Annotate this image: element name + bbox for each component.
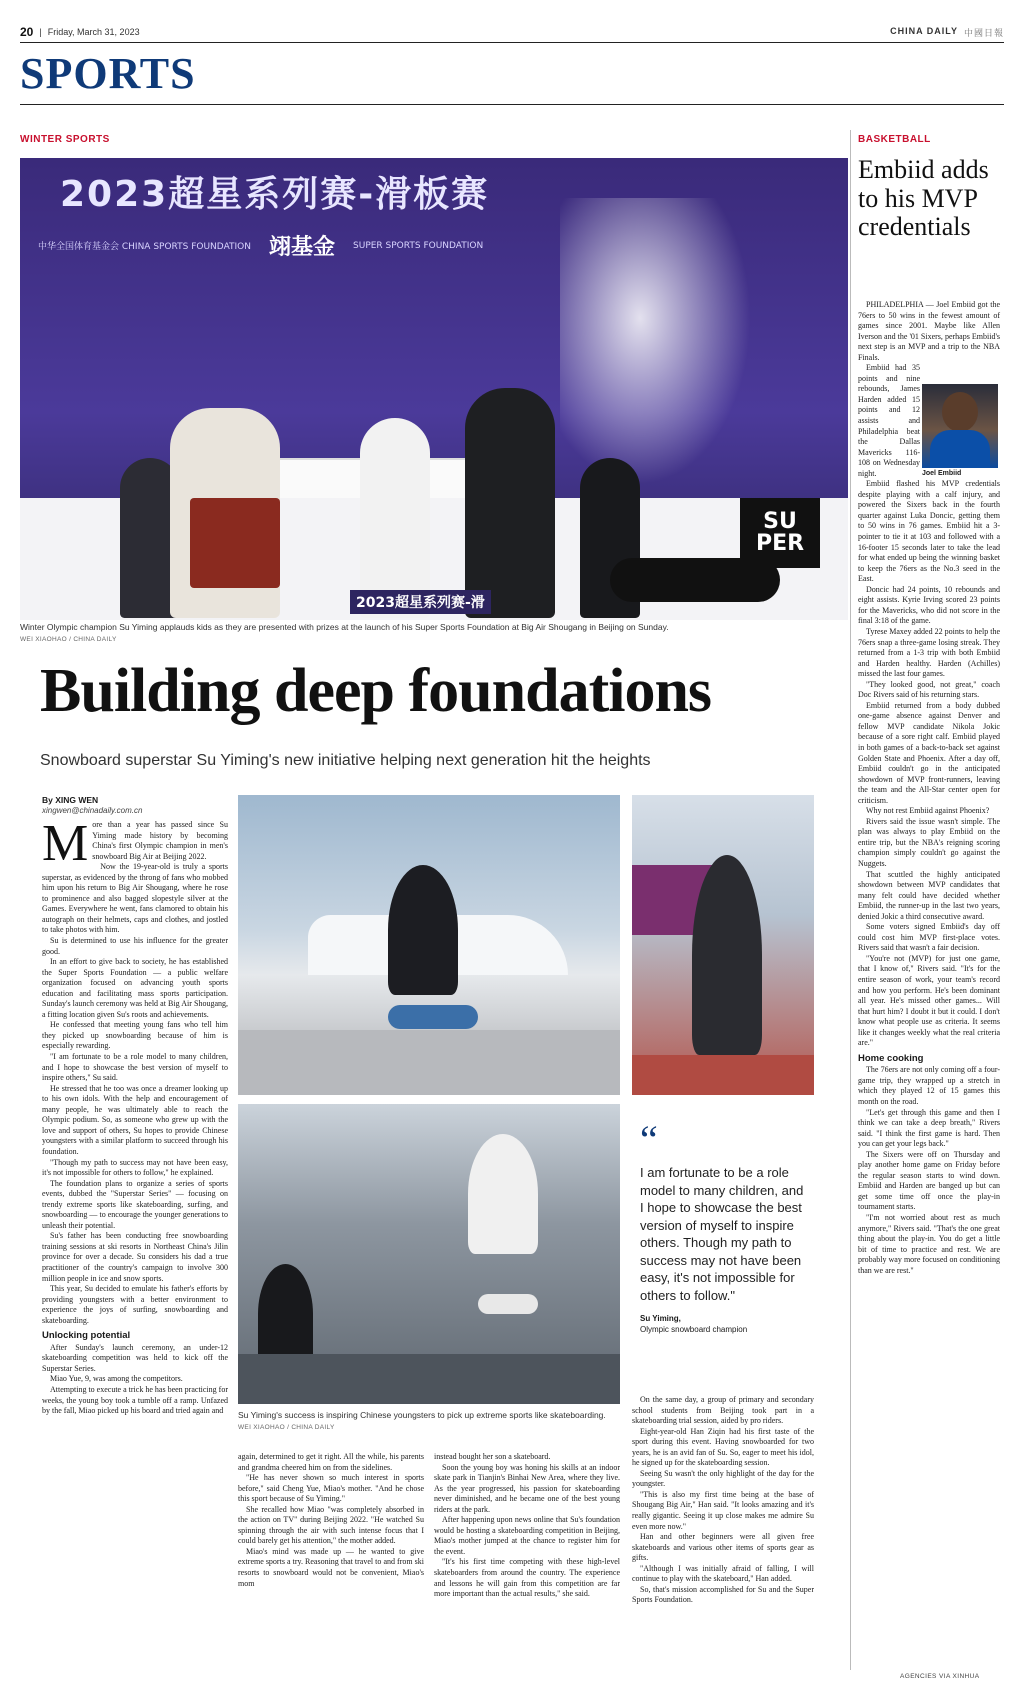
paragraph: Doncic had 24 points, 10 rebounds and eight assists. Kyrie Irving scored 23 points for the Mavericks, who did not score in the final 3:18 of the game. — [858, 584, 1000, 626]
young-skaters-photo — [238, 1104, 620, 1404]
skater-silhouette — [560, 198, 760, 498]
masthead-rule — [20, 104, 1004, 105]
issue-date: Friday, March 31, 2023 — [47, 27, 140, 37]
article-column-4 — [632, 1395, 814, 1606]
paragraph: "I am fortunate to be a role model to many children, and I hope to showcase the best version of myself to inspire others," Su said. — [42, 1052, 228, 1083]
paragraph: After Sunday's launch ceremony, an under-12 skateboarding competition was held to kick off the Superstar Series. — [42, 1342, 228, 1373]
paragraph: Han and other beginners were all given free skateboards and various other items of sports gear as gifts. — [632, 1532, 814, 1563]
paper-name-cn: 中國日報 — [963, 27, 1004, 38]
paragraph: Embiid flashed his MVP credentials despite playing with a calf injury, and powered the Sixers back in the fourth quarter against Luka Doncic, getting them to 50 wins in 76 games. Embiid hit a 3-pointer to tie it at 103 and followed with a 16-footer 15 seconds later to take the lead for what ended up being the winning basket to keep the 76ers as the No.3 seed in the East. — [858, 479, 1000, 584]
article-column-3 — [434, 1452, 620, 1600]
paragraph: The Sixers were off on Thursday and play another home game on Friday before the regular season starts to wind down. Embiid and Harden are banged up but can get some time off once the play-in tournament starts. — [858, 1149, 1000, 1212]
paragraph: That scuttled the highly anticipated showdown between MVP candidates that many felt could have decided whether Embiid, the runner-up in the last two years, denied Jokic a third consecutive award. — [858, 869, 1000, 921]
paragraph: Some voters signed Embiid's day off could cost him MVP first-place votes. Rivers said that wasn't a fair decision. — [858, 922, 1000, 953]
skateboard — [388, 1005, 478, 1029]
super-logo-box: SU PER — [740, 498, 820, 568]
red-prize-bag — [190, 498, 280, 588]
section-tag-winter-sports: WINTER SPORTS — [20, 134, 110, 145]
quote-icon: “ — [640, 1117, 658, 1162]
page-header-bar — [20, 24, 1004, 40]
skater-figure-air — [468, 1134, 538, 1254]
paragraph: "He has never shown so much interest in sports before," said Cheng Yue, Miao's mother. "And he chose this sport because of Su Yiming." — [238, 1473, 424, 1504]
pull-quote-text: I am fortunate to be a role model to many children, and I hope to showcase the best version of myself to inspire others. Though my path to success may not have been easy, it's not impossible for others to follow." — [640, 1165, 804, 1303]
paper-name: CHINA DAILY — [890, 25, 958, 36]
big-logo: 翊基金 — [269, 235, 336, 260]
skateboard — [478, 1294, 538, 1314]
paragraph: "This is also my first time being at the base of Shougang Big Air," Han said. "It looks amazing and it's really gigantic. Seeing it up close makes me admire Su even more now." — [632, 1489, 814, 1531]
stage-banner-text: 2023超星系列赛-滑 — [350, 590, 491, 614]
pull-quote-source — [640, 1314, 810, 1335]
paragraph: He stressed that he too was once a dreamer looking up to his own idols. With the help and encouragement of many people, he was ultimately able to reach the Olympic podium. So, as someone who grew up with the love and support of others, Su hopes to provide Chinese youngsters with a similar platform to succeed through his foundation. — [42, 1083, 228, 1156]
jersey-shape — [930, 430, 990, 468]
paragraph: The foundation plans to organize a series of sports events, dubbed the "Superstar Series" — focusing on trendy extreme sports like skateboarding, surfing, and snowboarding — to encourage the younger generations to unleash their potential. — [42, 1178, 228, 1230]
sidebar-headline: Embiid adds to his MVP credentials — [858, 155, 989, 242]
photo-credit: WEI XIAOHAO / CHINA DAILY — [238, 1423, 335, 1431]
super-sports-logo: SUPER SPORTS FOUNDATION — [353, 240, 484, 251]
paragraph: Tyrese Maxey added 22 points to help the 76ers snap a three-game losing streak. They returned from a 1-3 trip with both Embiid and Harden healthy. Harden (Achilles) missed the last four games. — [858, 626, 1000, 679]
pull-quote-title: Olympic snowboard champion — [640, 1324, 748, 1334]
paragraph: He confessed that meeting young fans who tell him they picked up snowboarding because of him is especially rewarding. — [42, 1020, 228, 1051]
foundation-logo: 中华全国体育基金会 CHINA SPORTS FOUNDATION — [38, 242, 251, 252]
paragraph: again, determined to get it right. All the while, his parents and grandma cheered him on from the sidelines. — [238, 1452, 424, 1472]
sponsor-logos — [38, 230, 483, 261]
agency-credit: AGENCIES VIA XINHUA — [900, 1673, 980, 1680]
ramp-floor — [238, 1030, 620, 1095]
hero-caption-text: Winter Olympic champion Su Yiming applauds kids as they are presented with prizes at the launch of his Super Sports Foundation at Big Air Shougang in Beijing on Sunday. — [20, 622, 669, 632]
section-tag-basketball: BASKETBALL — [858, 134, 931, 145]
hero-photo — [20, 158, 848, 620]
paragraph: "Though my path to success may not have been easy, it's not impossible for others to follow," he explained. — [42, 1157, 228, 1178]
paragraph: "Although I was initially afraid of falling, I will continue to play with the skateboard," Han added. — [632, 1563, 814, 1584]
article-column-1 — [42, 815, 228, 1417]
paragraph: Embiid returned from a body dubbed one-game absence against Denver and fellow MVP candidate Nikola Jokic because of a sore right calf. Embiid played in both games of a back-to-back set against Golden State and Phoenix. After a day off, Embiid couldn't go in the anticipated showdown of MVP front-runners, leaving the team and the All-Star center open for criticism. — [858, 700, 1000, 805]
embiid-photo-caption: Joel Embiid — [922, 470, 962, 477]
pull-quote-name: Su Yiming, — [640, 1314, 681, 1324]
paragraph: She recalled how Miao "was completely absorbed in the action on TV" during Beijing 2022. "He watched Su spinning through the air with such intense focus that I could barely get his attention," the mother added. — [238, 1504, 424, 1546]
paragraph: "They looked good, not great," coach Doc Rivers said of his returning stars. — [858, 679, 1000, 700]
article-column-2 — [238, 1452, 424, 1589]
paragraph: Eight-year-old Han Ziqin had his first taste of the sport during this event. Having snowboarded for two years, he is an avid fan of Su. So, eager to meet his idol, he signed up for the skateboarding session. — [632, 1426, 814, 1468]
paragraph: This year, Su decided to emulate his father's efforts by providing youngsters with a better environment to experience the joys of surfing, snowboarding and skateboarding. — [42, 1284, 228, 1325]
paragraph: instead bought her son a skateboard. — [434, 1452, 551, 1461]
su-yiming-figure — [692, 855, 762, 1055]
dropcap: M — [42, 815, 89, 872]
paragraph: Miao Yue, 9, was among the competitors. — [50, 1374, 183, 1384]
skater-figure — [388, 865, 458, 995]
separator: | — [39, 27, 42, 37]
paragraph: Attempting to execute a trick he has been practicing for weeks, the young boy took a tumble off a ramp. Unfazed by the fall, Miao picked up his board and tried again and — [42, 1384, 228, 1416]
paragraph: Su is determined to use his influence for the greater good. — [42, 936, 228, 956]
paragraph: After happening upon news online that Su's foundation would be hosting a skateboarding competition in Beijing, Miao's mother jumped at the chance to register him for the event. — [434, 1515, 620, 1556]
paragraph: Seeing Su wasn't the only highlight of the day for the youngster. — [632, 1468, 814, 1489]
subheading-unlocking-potential: Unlocking potential — [42, 1330, 131, 1342]
head-shape — [942, 392, 978, 432]
skateboard-jump-photo — [238, 795, 620, 1095]
banner-title: 2023超星系列赛-滑板赛 — [60, 174, 490, 215]
paragraph: Su's father has been conducting free snowboarding training sessions at ski resorts in Northeast China's Jilin province for over a decade. Su considers his dad a true practitioner of the country's campaign to involve 300 million people in ice and snow sports. — [42, 1231, 228, 1283]
column-divider — [850, 130, 851, 1670]
paragraph: PHILADELPHIA — Joel Embiid got the 76ers to 50 wins in the fewest amount of games since 2001. Maybe like Allen Iverson and the '01 Sixers, perhaps Embiid's next step is an MVP and a trip to the NBA Finals. — [858, 300, 1000, 362]
page-number: 20 — [20, 25, 34, 39]
subheading-home-cooking: Home cooking — [858, 1052, 924, 1064]
main-headline: Building deep foundations — [40, 657, 712, 725]
paragraph: "It's his first time competing with these high-level skateboarders from around the country. The experience and lessons he will gain from this competition are far more important than the actual results," she said. — [434, 1557, 620, 1599]
su-yiming-figure — [465, 388, 555, 618]
pull-quote — [640, 1117, 810, 1335]
paragraph: The 76ers are not only coming off a four-game trip, they wrapped up a stretch in which they played 12 of 15 games this month on the road. — [858, 1065, 1000, 1106]
child-figure-center — [360, 418, 430, 618]
embiid-photo — [922, 384, 998, 468]
skatepark-floor — [238, 1354, 620, 1404]
photo-caption-text: Su Yiming's success is inspiring Chinese youngsters to pick up extreme sports like skateboarding. — [238, 1410, 606, 1420]
paragraph: Embiid had 35 points and nine rebounds, James Harden added 15 points and 12 assists and Philadelphia beat the Dallas Mavericks 116-108 on Wednesday night. — [858, 363, 920, 478]
paragraph: In an effort to give back to society, he has established the Super Sports Foundation — a public welfare organization focused on advancing youth sports education and facilitating mass sports participation. Sunday's launch ceremony was held at Big Air Shougang, a fitting location given Su's roots and achievements. — [42, 957, 228, 1019]
paragraph: Now the 19-year-old is truly a sports superstar, as evidenced by the throng of fans who mobbed him upon his return to Big Air Shougang, where he rose to prominence and also bagged slopestyle silver at the Games. Everywhere he went, fans clamored to obtain his autograph on their helmets, caps and clothes, and jostled to take photos with him. — [42, 862, 228, 935]
paragraph: "Let's get through this game and then I think we can take a deep breath," Rivers said. "I think the first game is hard. Then you can get your legs back." — [858, 1107, 1000, 1149]
section-masthead: SPORTS — [20, 49, 196, 98]
header-rule — [20, 42, 1004, 43]
main-dek: Snowboard superstar Su Yiming's new initiative helping next generation hit the heights — [40, 752, 651, 769]
paragraph: ore than a year has passed since Su Yiming made history by becoming China's first Olympic champion in men's snowboard Big Air at Beijing 2022. — [92, 820, 228, 861]
byline — [42, 795, 142, 817]
hero-caption — [20, 622, 848, 644]
paragraph: Why not rest Embiid against Phoenix? — [866, 806, 990, 816]
paragraph: On the same day, a group of primary and secondary school students from Beijing took part in a skateboarding trial session, aided by pro riders. — [632, 1395, 814, 1426]
skater-figure-left — [258, 1264, 313, 1364]
paragraph: Rivers said the issue wasn't simple. The plan was always to play Embiid on the entire trip, but the NBA's reigning scoring champion simply couldn't go against the Nuggets. — [858, 816, 1000, 868]
paragraph: Miao's mind was made up — he wanted to give extreme sports a try. Reasoning that travel to and from ski resorts to snowboard would not be convenient, Miao's mom — [238, 1546, 424, 1588]
paragraph: "You're not (MVP) for just one game, that I know of," Rivers said. "It's for the entire season of work, your team's record and how you perform. He's been dominant all year. He's missed other games... Will that hurt him? I doubt it but it could. I don't know what people use as criteria. It seems like it changes weekly what the real criteria are." — [858, 953, 1000, 1048]
paragraph: Soon the young boy was honing his skills at an indoor skate park in Tianjin's Binhai New Area, where they live. As the year progressed, his passion for skateboarding never diminished, and he became one of the best young riders at the park. — [434, 1462, 620, 1514]
byline-name: By XING WEN — [42, 795, 99, 805]
paragraph: So, that's mission accomplished for Su and the Super Sports Foundation. — [632, 1584, 814, 1605]
red-ground — [632, 1055, 814, 1095]
byline-email: xingwen@chinadaily.com.cn — [42, 806, 143, 816]
hero-credit: WEI XIAOHAO / CHINA DAILY — [20, 635, 117, 643]
photo-caption — [238, 1410, 620, 1432]
su-yiming-waving-photo — [632, 795, 814, 1095]
paragraph: "I'm not worried about rest as much anymore," Rivers said. "That's the one great thing about the play-in. You do get a little bit of time to practice and rest. We are probably way more focused on conditioning than we are rest." — [858, 1213, 1000, 1275]
